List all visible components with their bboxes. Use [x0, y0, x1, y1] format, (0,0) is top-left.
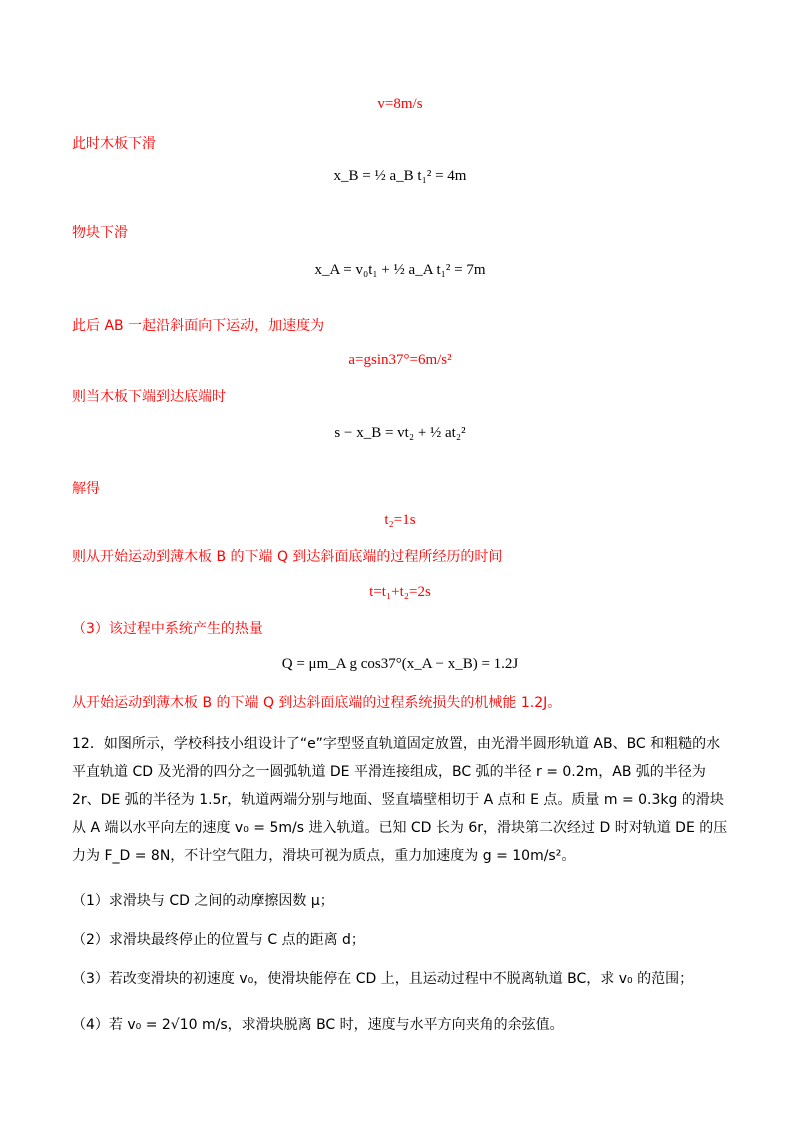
- xB-equation: x_B = ½ a_B t₁² = 4m: [333, 168, 467, 184]
- board-slides-text: 此时木板下滑: [72, 136, 156, 152]
- s-equation: s − x_B = vt₂ + ½ at₂²: [334, 425, 466, 441]
- solve-text: 解得: [72, 481, 100, 497]
- t2-equation: t₂=1s: [384, 512, 416, 528]
- reach-bottom-text: 则当木板下端到达底端时: [72, 389, 226, 405]
- acceleration-equation: a=gsin37°=6m/s²: [348, 352, 452, 368]
- velocity-equation: v=8m/s: [377, 96, 423, 112]
- conclusion-text: 从开始运动到薄木板 B 的下端 Q 到达斜面底端的过程系统损失的机械能 1.2J。: [72, 695, 562, 711]
- total-time-text: 则从开始运动到薄木板 B 的下端 Q 到达斜面底端的过程所经历的时间: [72, 549, 503, 565]
- ab-together-text: 此后 AB 一起沿斜面向下运动，加速度为: [72, 318, 325, 334]
- heat-equation: Q = μm_A g cos37°(x_A − x_B) = 1.2J: [281, 656, 519, 672]
- total-time-equation: t=t₁+t₂=2s: [369, 584, 431, 600]
- problem12-question4: （4）若 v₀ = 2√10 m/s，求滑块脱离 BC 时，速度与水平方向夹角的余弦值。: [72, 1017, 564, 1033]
- problem12-question1: （1）求滑块与 CD 之间的动摩擦因数 μ；: [72, 893, 334, 909]
- problem12-question2: （2）求滑块最终停止的位置与 C 点的距离 d；: [72, 932, 365, 948]
- xA-equation: x_A = v₀t₁ + ½ a_A t₁² = 7m: [314, 262, 486, 278]
- block-slides-text: 物块下滑: [72, 225, 128, 241]
- problem12-question3: （3）若改变滑块的初速度 v₀，使滑块能停在 CD 上，且运动过程中不脱离轨道 BC，求 v₀ 的范围；: [72, 971, 694, 987]
- part3-heading: （3）该过程中系统产生的热量: [72, 621, 263, 637]
- problem12-statement: 12．如图所示，学校科技小组设计了“e”字型竖直轨道固定放置，由光滑半圆形轨道 AB、BC 和粗糙的水平直轨道 CD 及光滑的四分之一圆弧轨道 DE 平滑连接组成，BC 弧的半径 r = 0.2m，AB 弧的半径为 2r、DE 弧的半径为 1.5r，轨道两端分别与地面、竖直墙壁相切于 A 点和 E 点。质量 m = 0.3kg 的滑块从 A 端以水平向左的速度 v₀ = 5m/s 进入轨道。已知 CD 长为 6r，滑块第二次经过 D 时对轨道 DE 的压力为 F_D = 8N，不计空气阻力，滑块可视为质点，重力加速度为 g = 10m/s²。: [72, 736, 728, 864]
